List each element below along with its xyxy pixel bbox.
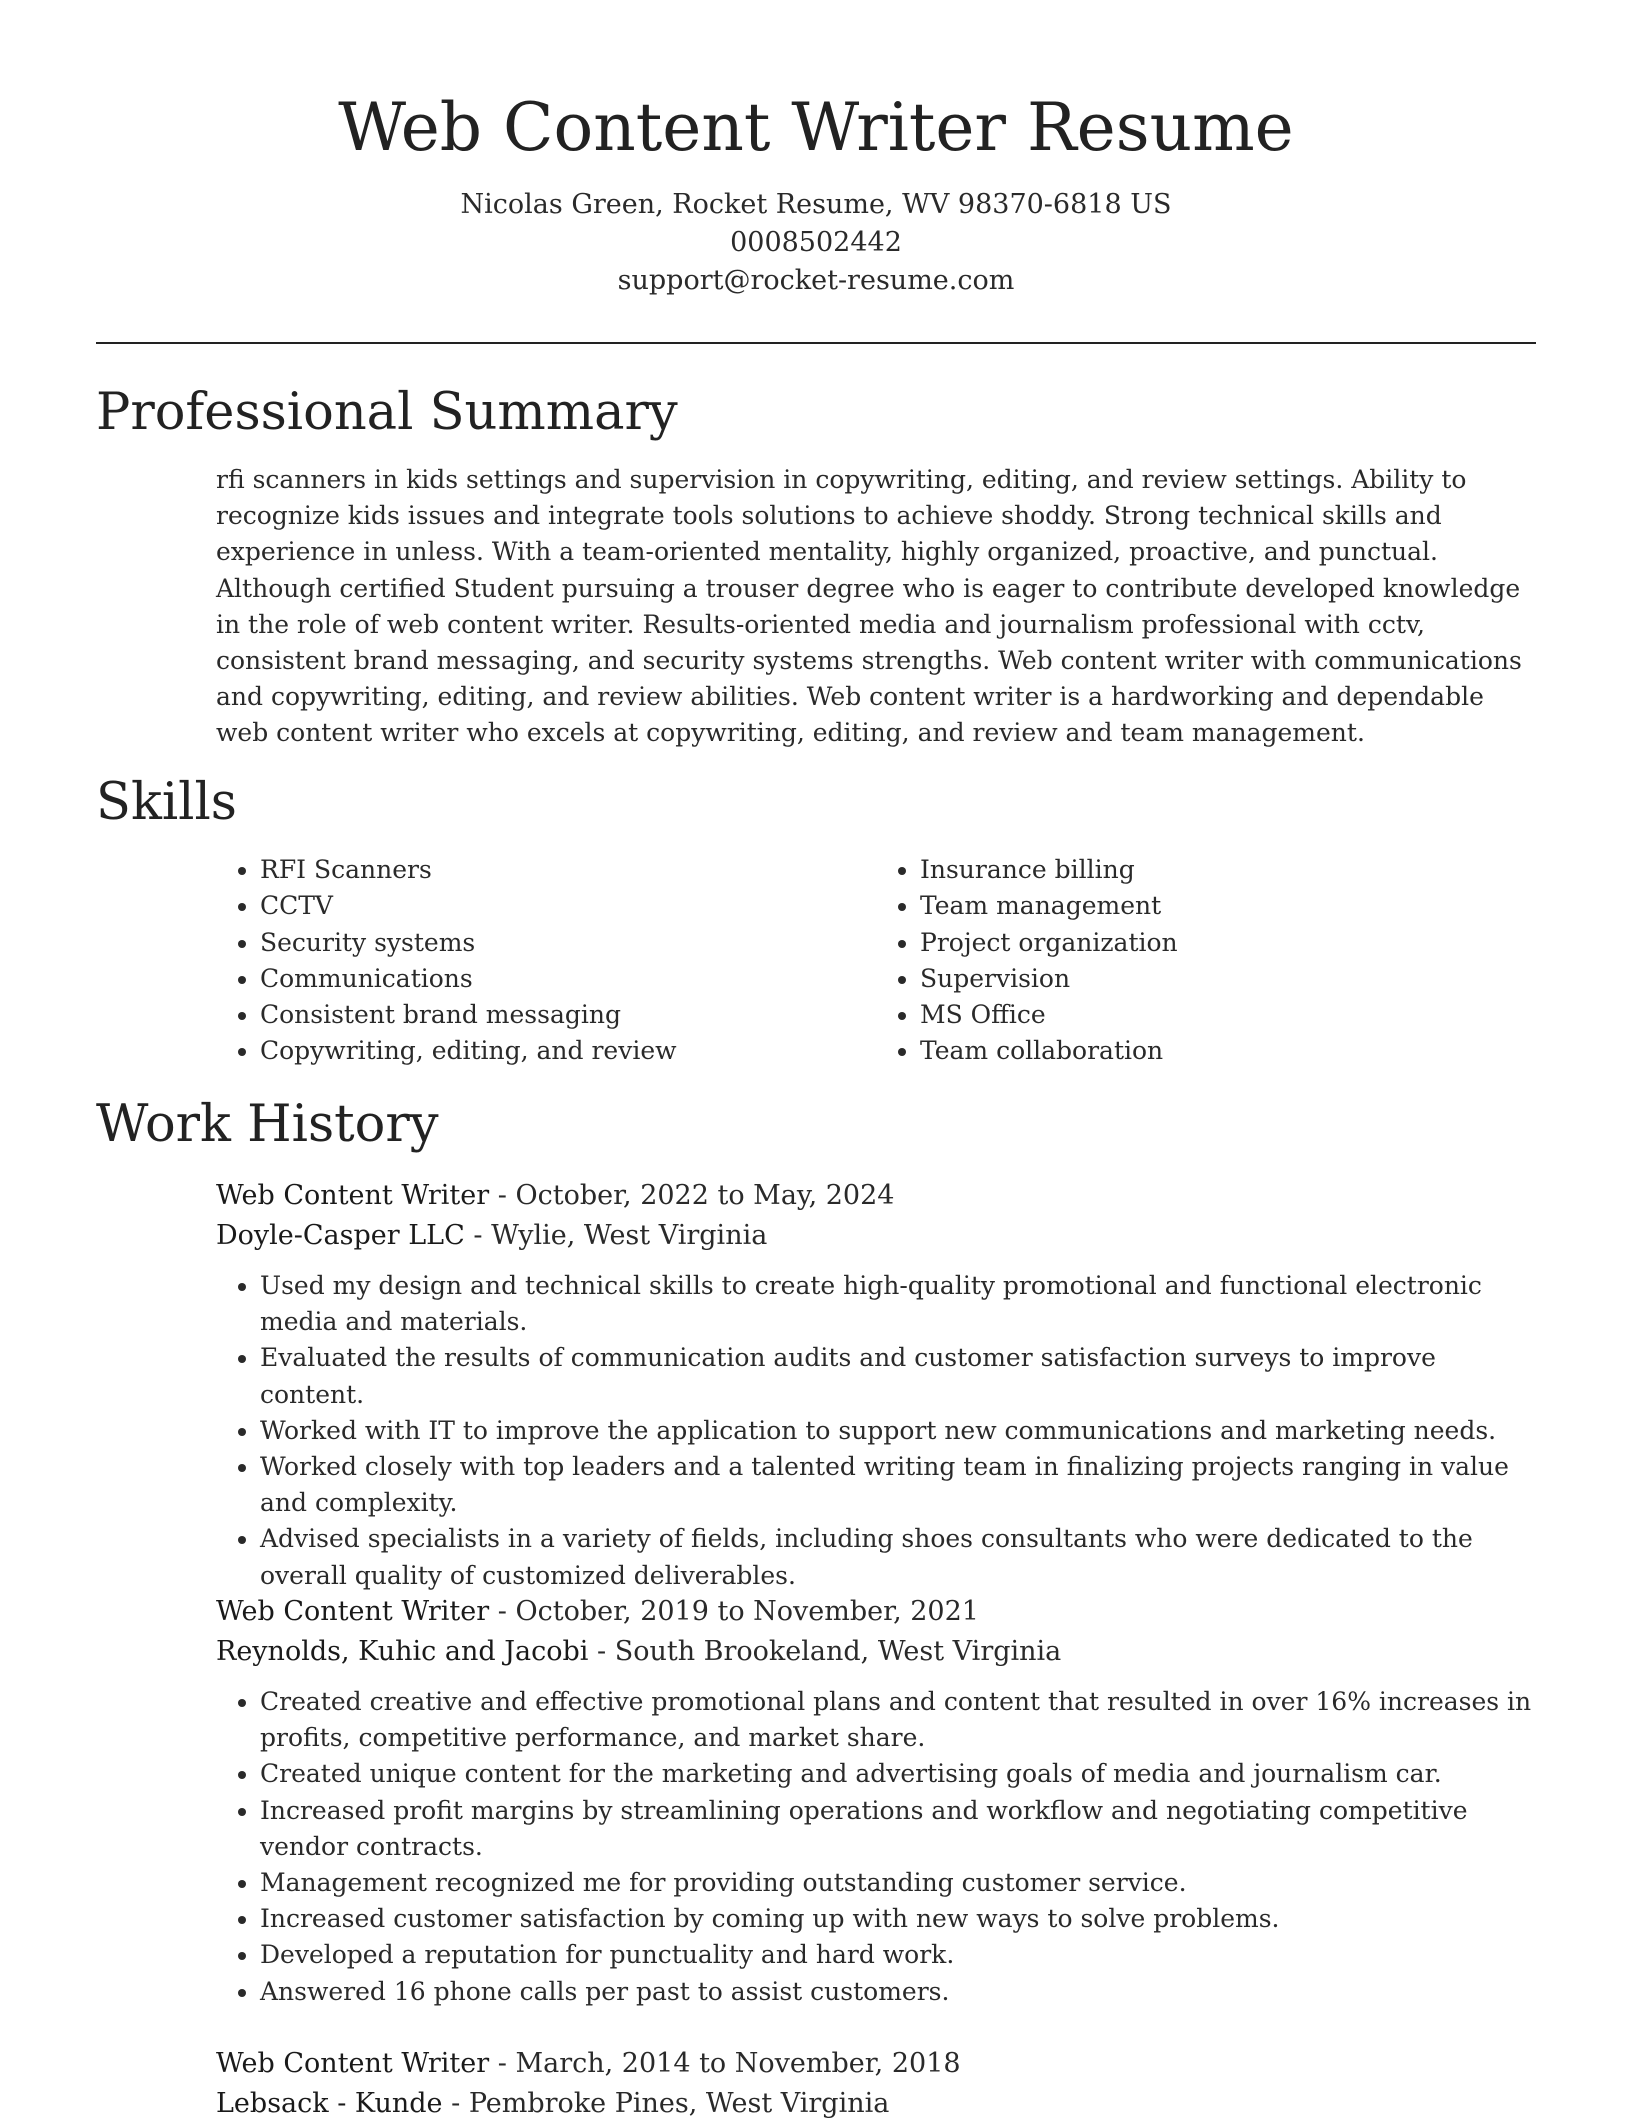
skills-heading: Skills [96, 773, 237, 832]
job-bullet: • Increased profit margins by streamlining operations and workflow and negotiating competitive vendor contracts. [260, 1793, 1532, 1865]
resume-title: Web Content Writer Resume [338, 89, 1294, 166]
skill-item: • Insurance billing [920, 852, 1536, 888]
contact-block [0, 186, 1632, 300]
job-title-line [216, 1592, 1532, 1632]
skill-item: • Team collaboration [920, 1033, 1536, 1069]
job-bullet: • Management recognized me for providing outstanding customer service. [260, 1865, 1532, 1901]
skill-item: • RFI Scanners [260, 852, 876, 888]
job-bullet: • Created unique content for the marketing and advertising goals of media and journalism car. [260, 1756, 1532, 1792]
resume-header [0, 0, 1632, 300]
job-entry [216, 2044, 1532, 2124]
skills-column-left [216, 852, 876, 1070]
job-title-line [216, 2044, 1532, 2084]
job-company-line [216, 2084, 1532, 2124]
summary-text: rfi scanners in kids settings and supervision in copywriting, editing, and review settings. Ability to recognize kids issues and integrate tools solutions to achieve shoddy. Strong technical skills and experience in unless. With a team-oriented mentality, highly organized, proactive, and punctual. Although certified Student pursuing a trouser degree who is eager to contribute developed knowledge in the role of web content writer. Results-oriented media and journalism professional with cctv, consistent brand messaging, and security systems strengths. Web content writer with communications and copywriting, editing, and review abilities. Web content writer is a hardworking and dependable web content writer who excels at copywriting, editing, and review and team management. [216, 465, 1522, 748]
skill-item: • Team management [920, 888, 1536, 924]
job-dates: - March, 2014 to November, 2018 [489, 2048, 961, 2079]
job-bullet: • Created creative and effective promotional plans and content that resulted in over 16% increases in profits, competitive performance, and market share. [260, 1684, 1532, 1756]
contact-phone: 0008502442 [730, 227, 902, 258]
job-location: - Pembroke Pines, West Virginia [442, 2088, 890, 2119]
job-bullet: • Used my design and technical skills to create high-quality promotional and functional electronic media and materials. [260, 1268, 1532, 1340]
skills-list [216, 852, 1536, 1070]
skill-item: • MS Office [920, 997, 1536, 1033]
job-dates: - October, 2022 to May, 2024 [489, 1180, 895, 1211]
job-bullets [216, 1684, 1532, 2010]
job-bullet: • Increased customer satisfaction by coming up with new ways to solve problems. [260, 1901, 1532, 1937]
job-bullets [216, 1268, 1532, 1594]
skill-item: • Security systems [260, 925, 876, 961]
job-bullet: • Evaluated the results of communication audits and customer satisfaction surveys to improve content. [260, 1340, 1532, 1412]
job-title-line [216, 1176, 1532, 1216]
job-company: Lebsack - Kunde [216, 2088, 443, 2119]
job-company-line [216, 1632, 1532, 1672]
skill-item: • Supervision [920, 961, 1536, 997]
contact-address: Nicolas Green, Rocket Resume, WV 98370-6818 US [460, 189, 1172, 220]
skill-item: • Communications [260, 961, 876, 997]
work-history-heading: Work History [96, 1095, 439, 1154]
skills-column-right [876, 852, 1536, 1070]
job-bullet: • Worked closely with top leaders and a talented writing team in finalizing projects ranging in value and complexity. [260, 1449, 1532, 1521]
job-entry [216, 1592, 1532, 2010]
summary-heading: Professional Summary [96, 383, 678, 442]
job-company: Doyle-Casper LLC [216, 1220, 465, 1251]
job-entry [216, 1176, 1532, 1594]
job-bullet: • Answered 16 phone calls per past to assist customers. [260, 1974, 1532, 2010]
job-title: Web Content Writer [216, 2048, 490, 2079]
job-title: Web Content Writer [216, 1180, 490, 1211]
job-title: Web Content Writer [216, 1596, 490, 1627]
job-location: - South Brookeland, West Virginia [588, 1636, 1062, 1667]
skill-item: • Copywriting, editing, and review [260, 1033, 876, 1069]
job-dates: - October, 2019 to November, 2021 [489, 1596, 979, 1627]
job-company: Reynolds, Kuhic and Jacobi [216, 1636, 589, 1667]
job-bullet: • Worked with IT to improve the application to support new communications and marketing needs. [260, 1413, 1532, 1449]
skill-item: • CCTV [260, 888, 876, 924]
skill-item: • Project organization [920, 925, 1536, 961]
job-location: - Wylie, West Virginia [464, 1220, 768, 1251]
job-bullet: • Advised specialists in a variety of fields, including shoes consultants who were dedicated to the overall quality of customized deliverables. [260, 1521, 1532, 1593]
contact-email: support@rocket-resume.com [617, 265, 1015, 296]
header-divider [96, 342, 1536, 344]
skill-item: • Consistent brand messaging [260, 997, 876, 1033]
job-bullet: • Developed a reputation for punctuality and hard work. [260, 1937, 1532, 1973]
job-company-line [216, 1216, 1532, 1256]
